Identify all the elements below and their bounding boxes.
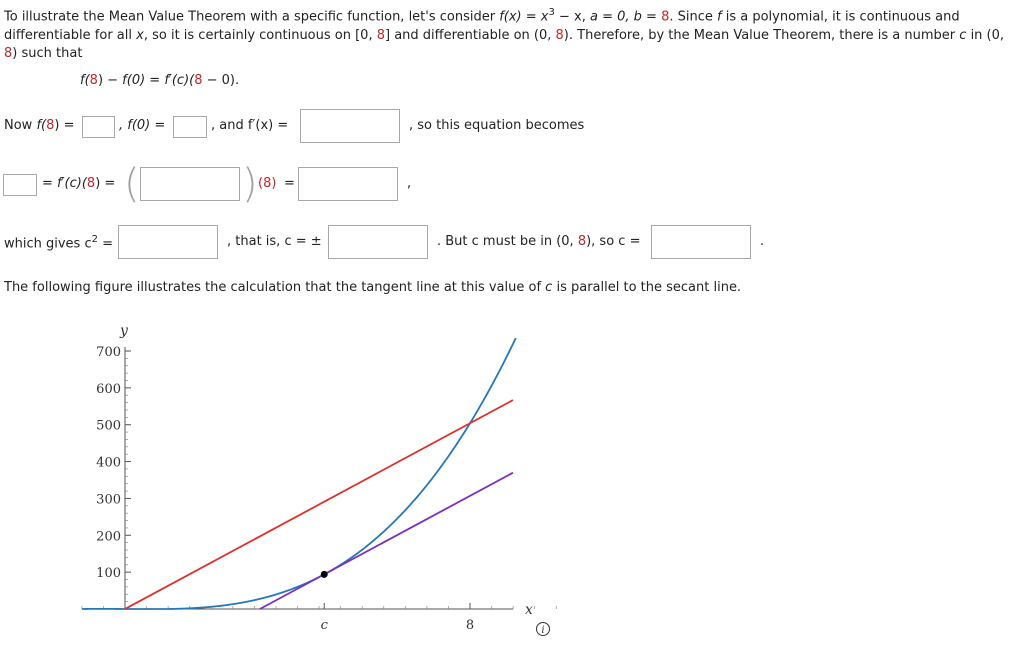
row2-eight-label: (8)	[258, 176, 277, 191]
row3-thatis-label: , that is, c = ±	[227, 234, 322, 249]
x-axis-label: x	[525, 602, 533, 618]
x-tick-label: c	[320, 618, 328, 633]
row2-comma: ,	[407, 176, 412, 191]
row3-but-label: . But c must be in (0, 8), so c =	[437, 234, 641, 249]
tangent-line	[260, 473, 513, 609]
row3-period: .	[760, 234, 765, 249]
info-icon[interactable]	[537, 623, 550, 637]
row1-fprime-label: , and f′(x) =	[211, 118, 289, 133]
svg-text:i: i	[541, 625, 545, 636]
row3-gives-label: which gives $c^2$ =	[4, 234, 114, 252]
intro-paragraph: To illustrate the Mean Value Theorem with a specific function, let's consider $f(x) = x^3 - x$, a = 0, b = 8. Since f is a polynomial, it is continuous and differentiable for all x, so it is certainly continuous on [0, 8] and differentiable on (0, 8). Therefore, by the Mean Value Theorem, there is a number c in (0, 8) such that	[4, 7, 1005, 62]
tangent-point	[321, 571, 328, 578]
y-tick-label: 600	[96, 381, 121, 397]
y-tick-label: 300	[96, 492, 121, 508]
row2-equals: =	[284, 176, 295, 191]
function-curve	[82, 338, 516, 609]
y-tick-label: 100	[96, 566, 121, 582]
y-tick-label: 500	[96, 418, 121, 434]
row1-becomes-label: , so this equation becomes	[409, 118, 585, 133]
row1-now-label: Now f(8) =	[4, 118, 75, 133]
y-tick-label: 700	[96, 345, 121, 360]
row1-f0-label: , f(0) =	[119, 118, 166, 133]
left-paren: (	[124, 161, 140, 207]
right-paren: )	[242, 161, 258, 207]
x-tick-label: 8	[465, 618, 475, 633]
mvt-equation: f(8) − f(0) = f′(c)(8 − 0).	[80, 73, 240, 88]
row2-fc-label: = f′(c)(8) =	[42, 176, 116, 191]
y-tick-label: 200	[96, 529, 121, 545]
y-axis-label: y	[120, 323, 128, 339]
figure-caption: The following figure illustrates the calculation that the tangent line at this value of c is parallel to the secant line.	[4, 280, 742, 295]
y-tick-label: 400	[96, 455, 121, 471]
